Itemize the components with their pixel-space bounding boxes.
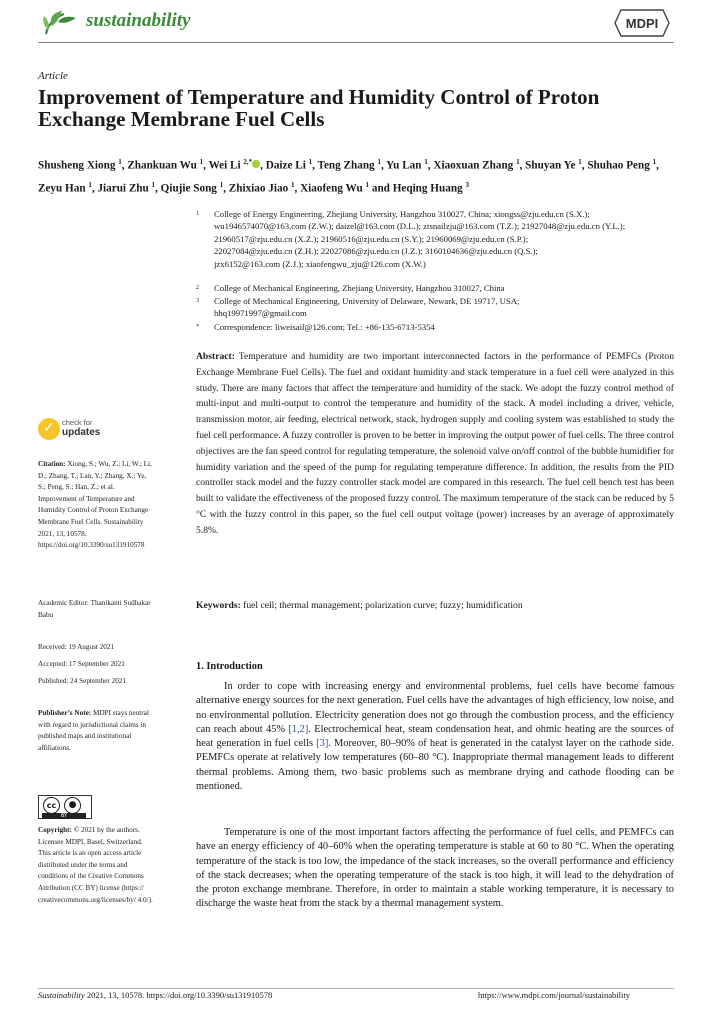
affiliation-line: 21960517@zju.edu.cn (X.Z.); 21960516@zju.edu.cn (S.Y.); 21960069@zju.edu.cn (S.P.); bbox=[214, 233, 529, 244]
keywords-text: fuel cell; thermal management; polarization curve; fuzzy; humidification bbox=[243, 600, 523, 611]
author-name[interactable]: Yu Lan bbox=[386, 159, 425, 172]
author-name[interactable]: Shuyan Ye bbox=[525, 159, 579, 172]
author-affiliation-number: 1 bbox=[199, 158, 204, 166]
check-updates-line1[interactable]: check for bbox=[62, 418, 93, 427]
author-affiliation-number: 1 bbox=[365, 180, 370, 189]
author-affiliation-number: 1 bbox=[516, 158, 520, 166]
header-rule bbox=[38, 42, 674, 43]
author-affiliation-number: 1 bbox=[424, 158, 428, 166]
footer-journal-url[interactable]: https://www.mdpi.com/journal/sustainability bbox=[478, 990, 630, 1000]
article-type: Article bbox=[38, 70, 68, 82]
academic-editor bbox=[38, 598, 154, 621]
editor-label: Academic Editor: bbox=[38, 599, 89, 607]
accepted-date: Accepted: 17 September 2021 bbox=[38, 660, 125, 668]
check-mark-icon: ✓ bbox=[43, 420, 55, 436]
affiliation-line: College of Energy Engineering, Zhejiang University, Hangzhou 310027, China; xiongss@zju.edu.cn (S.X.); bbox=[214, 209, 590, 219]
check-updates-line2[interactable]: updates bbox=[62, 427, 101, 438]
cc-icon: cc bbox=[43, 797, 60, 814]
citation-link[interactable]: [1,2] bbox=[288, 723, 309, 735]
author-separator: , bbox=[203, 159, 209, 172]
author-name[interactable]: Qiujie Song bbox=[160, 182, 220, 195]
correspondence-line: Correspondence: liweisail@126.com; Tel.: +86-135-6713-5354 bbox=[214, 322, 435, 332]
keywords-label: Keywords: bbox=[196, 600, 241, 611]
author-name[interactable]: Teng Zhang bbox=[317, 159, 378, 172]
author-affiliation-number: 1 bbox=[118, 158, 122, 166]
author-affiliation-number: 1 bbox=[308, 158, 313, 166]
author-separator: , bbox=[581, 159, 588, 172]
author-name[interactable]: Daize Li bbox=[265, 159, 309, 172]
footer-citation bbox=[38, 990, 272, 1000]
author-affiliation-number: 1 bbox=[88, 180, 92, 189]
author-name[interactable]: Zeyu Han bbox=[38, 182, 89, 195]
author-separator: , bbox=[656, 159, 659, 172]
affiliation-line: jzx6152@163.com (Z.J.); xiaofengwu_zju@126.com (X.W.) bbox=[214, 258, 426, 269]
section-heading-introduction: 1. Introduction bbox=[196, 661, 263, 672]
paragraph-text: In order to cope with increasing energy and environmental problems, fuel cells have become famous alternative energy sources for the next generation. Fuel cells have the advantages of high efficiency, low noise, and no environmental pollution. Electricity generation does not go through the combustion process, and the efficiency can reach about 45% bbox=[196, 681, 674, 735]
author-name[interactable]: Shuhao Peng bbox=[587, 159, 653, 172]
author-affiliation-number: 3 bbox=[465, 180, 469, 189]
affiliation-line: College of Mechanical Engineering, Zhejiang University, Hangzhou 310027, China bbox=[214, 283, 505, 293]
published-date: Published: 24 September 2021 bbox=[38, 677, 127, 685]
author-affiliation-number: 2,* bbox=[243, 158, 253, 166]
author-affiliation-number: 1 bbox=[377, 158, 381, 166]
affiliation-3 bbox=[196, 295, 676, 320]
affiliation-1 bbox=[196, 208, 676, 270]
person-icon: ● bbox=[64, 797, 81, 814]
affiliation-line: College of Mechanical Engineering, University of Delaware, Newark, DE 19717, USA; bbox=[214, 296, 520, 306]
author-separator: , bbox=[91, 182, 98, 195]
author-separator: and bbox=[369, 182, 393, 195]
author-name[interactable]: Xiaofeng Wu bbox=[300, 182, 366, 195]
affiliation-line: 22027084@zju.edu.cn (Z.H.); 22027086@zju.edu.cn (J.Z.); 3160104636@zju.edu.cn (Q.S.); bbox=[214, 246, 538, 257]
author-separator: , bbox=[519, 159, 526, 172]
affiliation-line: hhq19971997@gmail.com bbox=[214, 308, 307, 319]
publisher-note-label: Publisher’s Note: bbox=[38, 709, 92, 717]
cc-by-label: BY bbox=[42, 813, 86, 819]
author-affiliation-number: 1 bbox=[652, 158, 657, 166]
author-name[interactable]: Heqing Huang bbox=[392, 182, 466, 195]
author-name[interactable]: Zhixiao Jiao bbox=[228, 182, 291, 195]
article-title: Improvement of Temperature and Humidity Control of Proton Exchange Membrane Fuel Cells bbox=[38, 85, 600, 131]
affiliation-number: 1 bbox=[196, 211, 199, 217]
keywords bbox=[196, 599, 674, 613]
author-affiliation-number: 1 bbox=[151, 180, 156, 189]
author-separator: , bbox=[427, 159, 434, 172]
author-separator: , bbox=[155, 182, 161, 195]
affiliation-line: wu1946574070@163.com (Z.W.); daizel@163.com (D.L.); ztsnailzju@163.com (T.Z.); 21927048@zju.edu.cn (Y.L.); bbox=[214, 221, 626, 232]
publisher-note-text: MDPI stays neutral with regard to jurisdictional claims in published maps and institutional affiliations. bbox=[38, 709, 149, 752]
copyright-text: © 2021 by the authors. Licensee MDPI, Basel, Switzerland. This article is an open access article distributed under the terms and conditions of the Creative Commons Attribution (CC BY) license (https:// creativecommons.org/licenses/by/ 4.0/). bbox=[38, 826, 153, 904]
citation-block bbox=[38, 459, 154, 552]
author-name[interactable]: Jiarui Zhu bbox=[97, 182, 152, 195]
paragraph-text: . Electrochemical heat, steam condensation heat, and ohmic heating are the sources of heat generation in fuel cells bbox=[196, 723, 674, 750]
publisher-note bbox=[38, 708, 154, 754]
author-name[interactable]: Xiaoxuan Zhang bbox=[433, 159, 517, 172]
abstract-label: Abstract: bbox=[196, 351, 235, 362]
copyright-label: Copyright: bbox=[38, 826, 72, 834]
author-list bbox=[38, 153, 678, 198]
author-affiliation-number: 1 bbox=[578, 158, 582, 166]
author-separator: , bbox=[380, 159, 387, 172]
footer-rule bbox=[38, 988, 674, 989]
copyright-block bbox=[38, 825, 154, 906]
citation-link[interactable]: [3] bbox=[316, 738, 329, 750]
received-date: Received: 19 August 2021 bbox=[38, 643, 115, 651]
orcid-icon[interactable] bbox=[252, 160, 260, 168]
affiliation-number: * bbox=[196, 324, 199, 330]
footer-doi[interactable]: 2021, 13, 10578. https://doi.org/10.3390/su131910578 bbox=[86, 990, 273, 1000]
intro-paragraph-1 bbox=[196, 680, 674, 794]
affiliation-number: 3 bbox=[196, 298, 199, 304]
paragraph-text: . Moreover, 80–90% of heat is generated in the catalyst layer on the cathode side. PEMFCs operate at relatively low temperatures (60–80 °C). Inappropriate thermal management leads to different thermal problems. Among them, two basic problems such as membrane drying and cathode flooding can be mentioned. bbox=[196, 738, 674, 793]
abstract bbox=[196, 349, 674, 539]
author-separator: , bbox=[223, 182, 229, 195]
author-separator: , bbox=[121, 159, 128, 172]
mdpi-logo-text: MDPI bbox=[625, 16, 659, 31]
abstract-text: Temperature and humidity are two important interconnected factors in the performance of PEMFCs (Proton Exchange Membrane Fuel Cells). The fuel and oxidant humidity and stack temperature in a fuel cell were analyzed in this study. There are many factors that affect the temperature and humidity of the stack. We adopt the fuzzy control method of multi-input and multi-output to control the temperature and humidity of the stack. A model including a driver, vehicle, transmission motor, air feeding, electrical network, stack, hydrogen supply and cooling system was established to study the fuel cell performance. A fuzzy controller is proven to be better in improving the output power of fuel cells. The three control objectives are the fan speed control for regulating temperature, the solenoid valve on/off control of the bubble humidifier for humidity variation and the speed of the pump for regulating temperature difference. In addition, the results from the PID controller stack model and the fuzzy controller stack model are compared in this research. The fuel cell bench test has been built to validate the effectiveness of the proposed fuzzy control. The maximum temperature of the stack can be reduced by 5 °C with the fuzzy control in this paper, so the fuel cell output voltage (power) increases by an average of approximately 5.8%. bbox=[196, 351, 675, 536]
journal-name[interactable]: sustainability bbox=[86, 10, 191, 31]
citation-text[interactable]: Xiong, S.; Wu, Z.; Li, W.; Li, D.; Zhang, T.; Lan, Y.; Zhang, X.; Ye, S.; Peng, S.; Han, Z.; et al. Improvement of Temperature and Humidity Control of Proton Exchange Membrane Fuel Cells. Sustainability 2021, 13, 10578. https://doi.org/10.3390/su131910578 bbox=[38, 460, 152, 550]
author-affiliation-number: 1 bbox=[219, 180, 224, 189]
author-separator: , bbox=[260, 159, 266, 172]
author-affiliation-number: 1 bbox=[290, 180, 295, 189]
citation-label: Citation: bbox=[38, 460, 66, 468]
author-name[interactable]: Zhankuan Wu bbox=[127, 159, 200, 172]
footer-journal: Sustainability bbox=[38, 990, 85, 1000]
author-name[interactable]: Wei Li bbox=[208, 159, 244, 172]
editor-name: Thanikanti Sudhakar Babu bbox=[38, 599, 151, 619]
author-separator: , bbox=[294, 182, 301, 195]
mdpi-logo[interactable] bbox=[613, 8, 671, 38]
journal-logo-icon bbox=[38, 8, 80, 38]
correspondence bbox=[196, 321, 676, 333]
intro-paragraph-2: Temperature is one of the most important factors affecting the performance of fuel cells, and PEMFCs can have an energy efficiency of 40–60% when the operating temperature is stable at 60 to 80 °C. When the operating temperature of the stack is too low, the impedance of the stack increases, so the overall performance and efficiency of the stack decreases; when the operating temperature of the stack is too high, it will lead to the dehydration of the proton exchange membrane. Therefore, in order to maintain a stable working temperature, it is necessary to discharge the waste heat from the stack by a thermal management system. bbox=[196, 827, 674, 910]
author-name[interactable]: Shusheng Xiong bbox=[38, 159, 119, 172]
affiliation-number: 2 bbox=[196, 285, 199, 291]
affiliation-2 bbox=[196, 282, 676, 294]
author-separator: , bbox=[312, 159, 318, 172]
